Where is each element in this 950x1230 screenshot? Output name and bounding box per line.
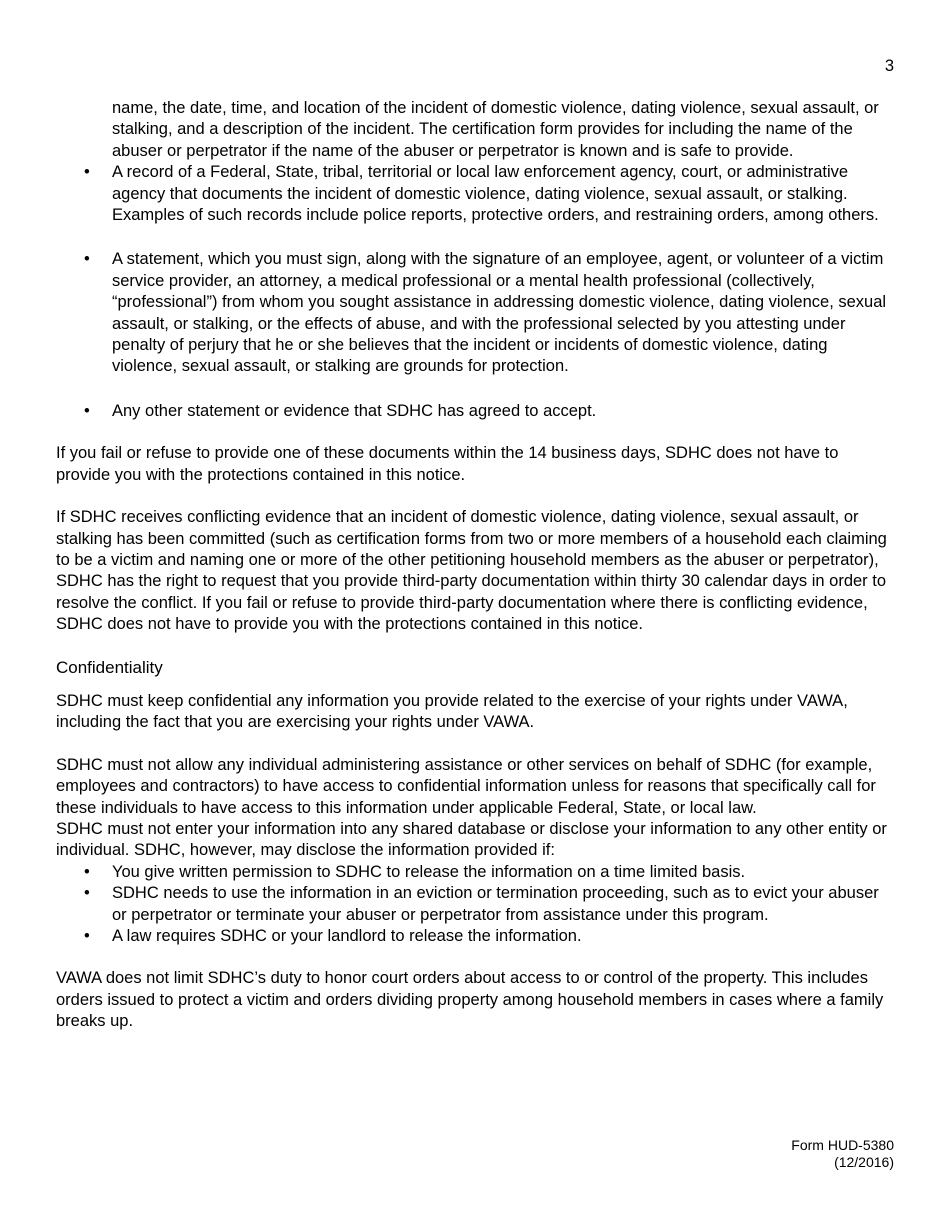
list-item (56, 162, 896, 226)
confidentiality-heading: Confidentiality (56, 657, 163, 677)
list-item-text: A record of a Federal, State, tribal, territorial or local law enforcement agency, court, or administrative agency that documents the incident of domestic violence, dating violence, sexual assault, or stalking. Examples of such records include police reports, protective orders, and restraining orders, among others. (112, 163, 879, 225)
list-item-text: You give written permission to SDHC to release the information on a time limited basis. (112, 862, 746, 881)
conflicting-evidence-paragraph: If SDHC receives conflicting evidence that an incident of domestic violence, dating violence, sexual assault, or stalking has been committed (such as certification forms from two or more members of a household each claiming to be a victim and naming one or more of the other petitioning household members as the abuser or perpetrator), SDHC has the right to request that you provide third-party documentation within thirty 30 calendar days in order to resolve the conflict. If you fail or refuse to provide third-party documentation where there is conflicting evidence, SDHC does not have to provide you with the protections contained in this notice. (56, 508, 887, 634)
disclosure-list (56, 862, 896, 948)
list-item-text: A statement, which you must sign, along with the signature of an employee, agent, or volunteer of a victim service provider, an attorney, a medical professional or a mental health professional (collectively, “professional”) from whom you sought assistance in addressing domestic violence, dating violence, sexual assault, or stalking, or the effects of abuse, and with the professional selected by you attesting under penalty of perjury that he or she believes that the incident or incidents of domestic violence, dating violence, sexual assault, or stalking are grounds for protection. (112, 250, 887, 376)
list-item-text: Any other statement or evidence that SDHC has agreed to accept. (112, 401, 597, 420)
continuation-paragraph: name, the date, time, and location of the incident of domestic violence, dating violence, sexual assault, or stalking, and a description of the incident. The certification form provides for including the name of the abuser or perpetrator if the name of the abuser or perpetrator is known and is safe to provide. (112, 99, 879, 160)
form-number: Form HUD-5380 (791, 1137, 894, 1153)
page-number: 3 (884, 57, 894, 75)
form-footer (791, 1137, 894, 1171)
keep-confidential-paragraph: SDHC must keep confidential any information you provide related to the exercise of your rights under VAWA, including the fact that you are exercising your rights under VAWA. (56, 691, 848, 732)
list-item (56, 401, 896, 422)
bullet-icon: • (84, 163, 90, 182)
bullet-icon: • (84, 862, 90, 881)
list-item-text: SDHC needs to use the information in an eviction or termination proceeding, such as to evict your abuser or perpetrator or terminate your abuser or perpetrator from assistance under this program. (112, 884, 879, 924)
no-access-paragraph: SDHC must not allow any individual administering assistance or other services on behalf of SDHC (for example, employees and contractors) to have access to confidential information unless for reasons that specifically call for these individuals to have access to this information under applicable Federal, State, or local law. (56, 755, 876, 817)
bullet-icon: • (84, 401, 90, 420)
document-body (56, 98, 896, 1033)
form-date: (12/2016) (834, 1154, 894, 1170)
list-item (56, 926, 896, 947)
list-item (56, 862, 896, 883)
bullet-icon: • (84, 884, 90, 903)
documentation-list (56, 162, 896, 422)
bullet-icon: • (84, 927, 90, 945)
list-item-text: A law requires SDHC or your landlord to release the information. (112, 927, 582, 945)
bullet-icon: • (84, 250, 90, 269)
list-item (56, 883, 896, 926)
list-item (56, 249, 896, 377)
shared-database-paragraph: SDHC must not enter your information into any shared database or disclose your information to any other entity or individual. SDHC, however, may disclose the information provided if: (56, 819, 887, 860)
court-orders-paragraph: VAWA does not limit SDHC’s duty to honor court orders about access to or control of the property. This includes orders issued to protect a victim and orders dividing property among household members in cases where a family breaks up. (56, 969, 884, 1031)
fail-to-provide-paragraph: If you fail or refuse to provide one of these documents within the 14 business days, SDHC does not have to provide you with the protections contained in this notice. (56, 444, 839, 484)
